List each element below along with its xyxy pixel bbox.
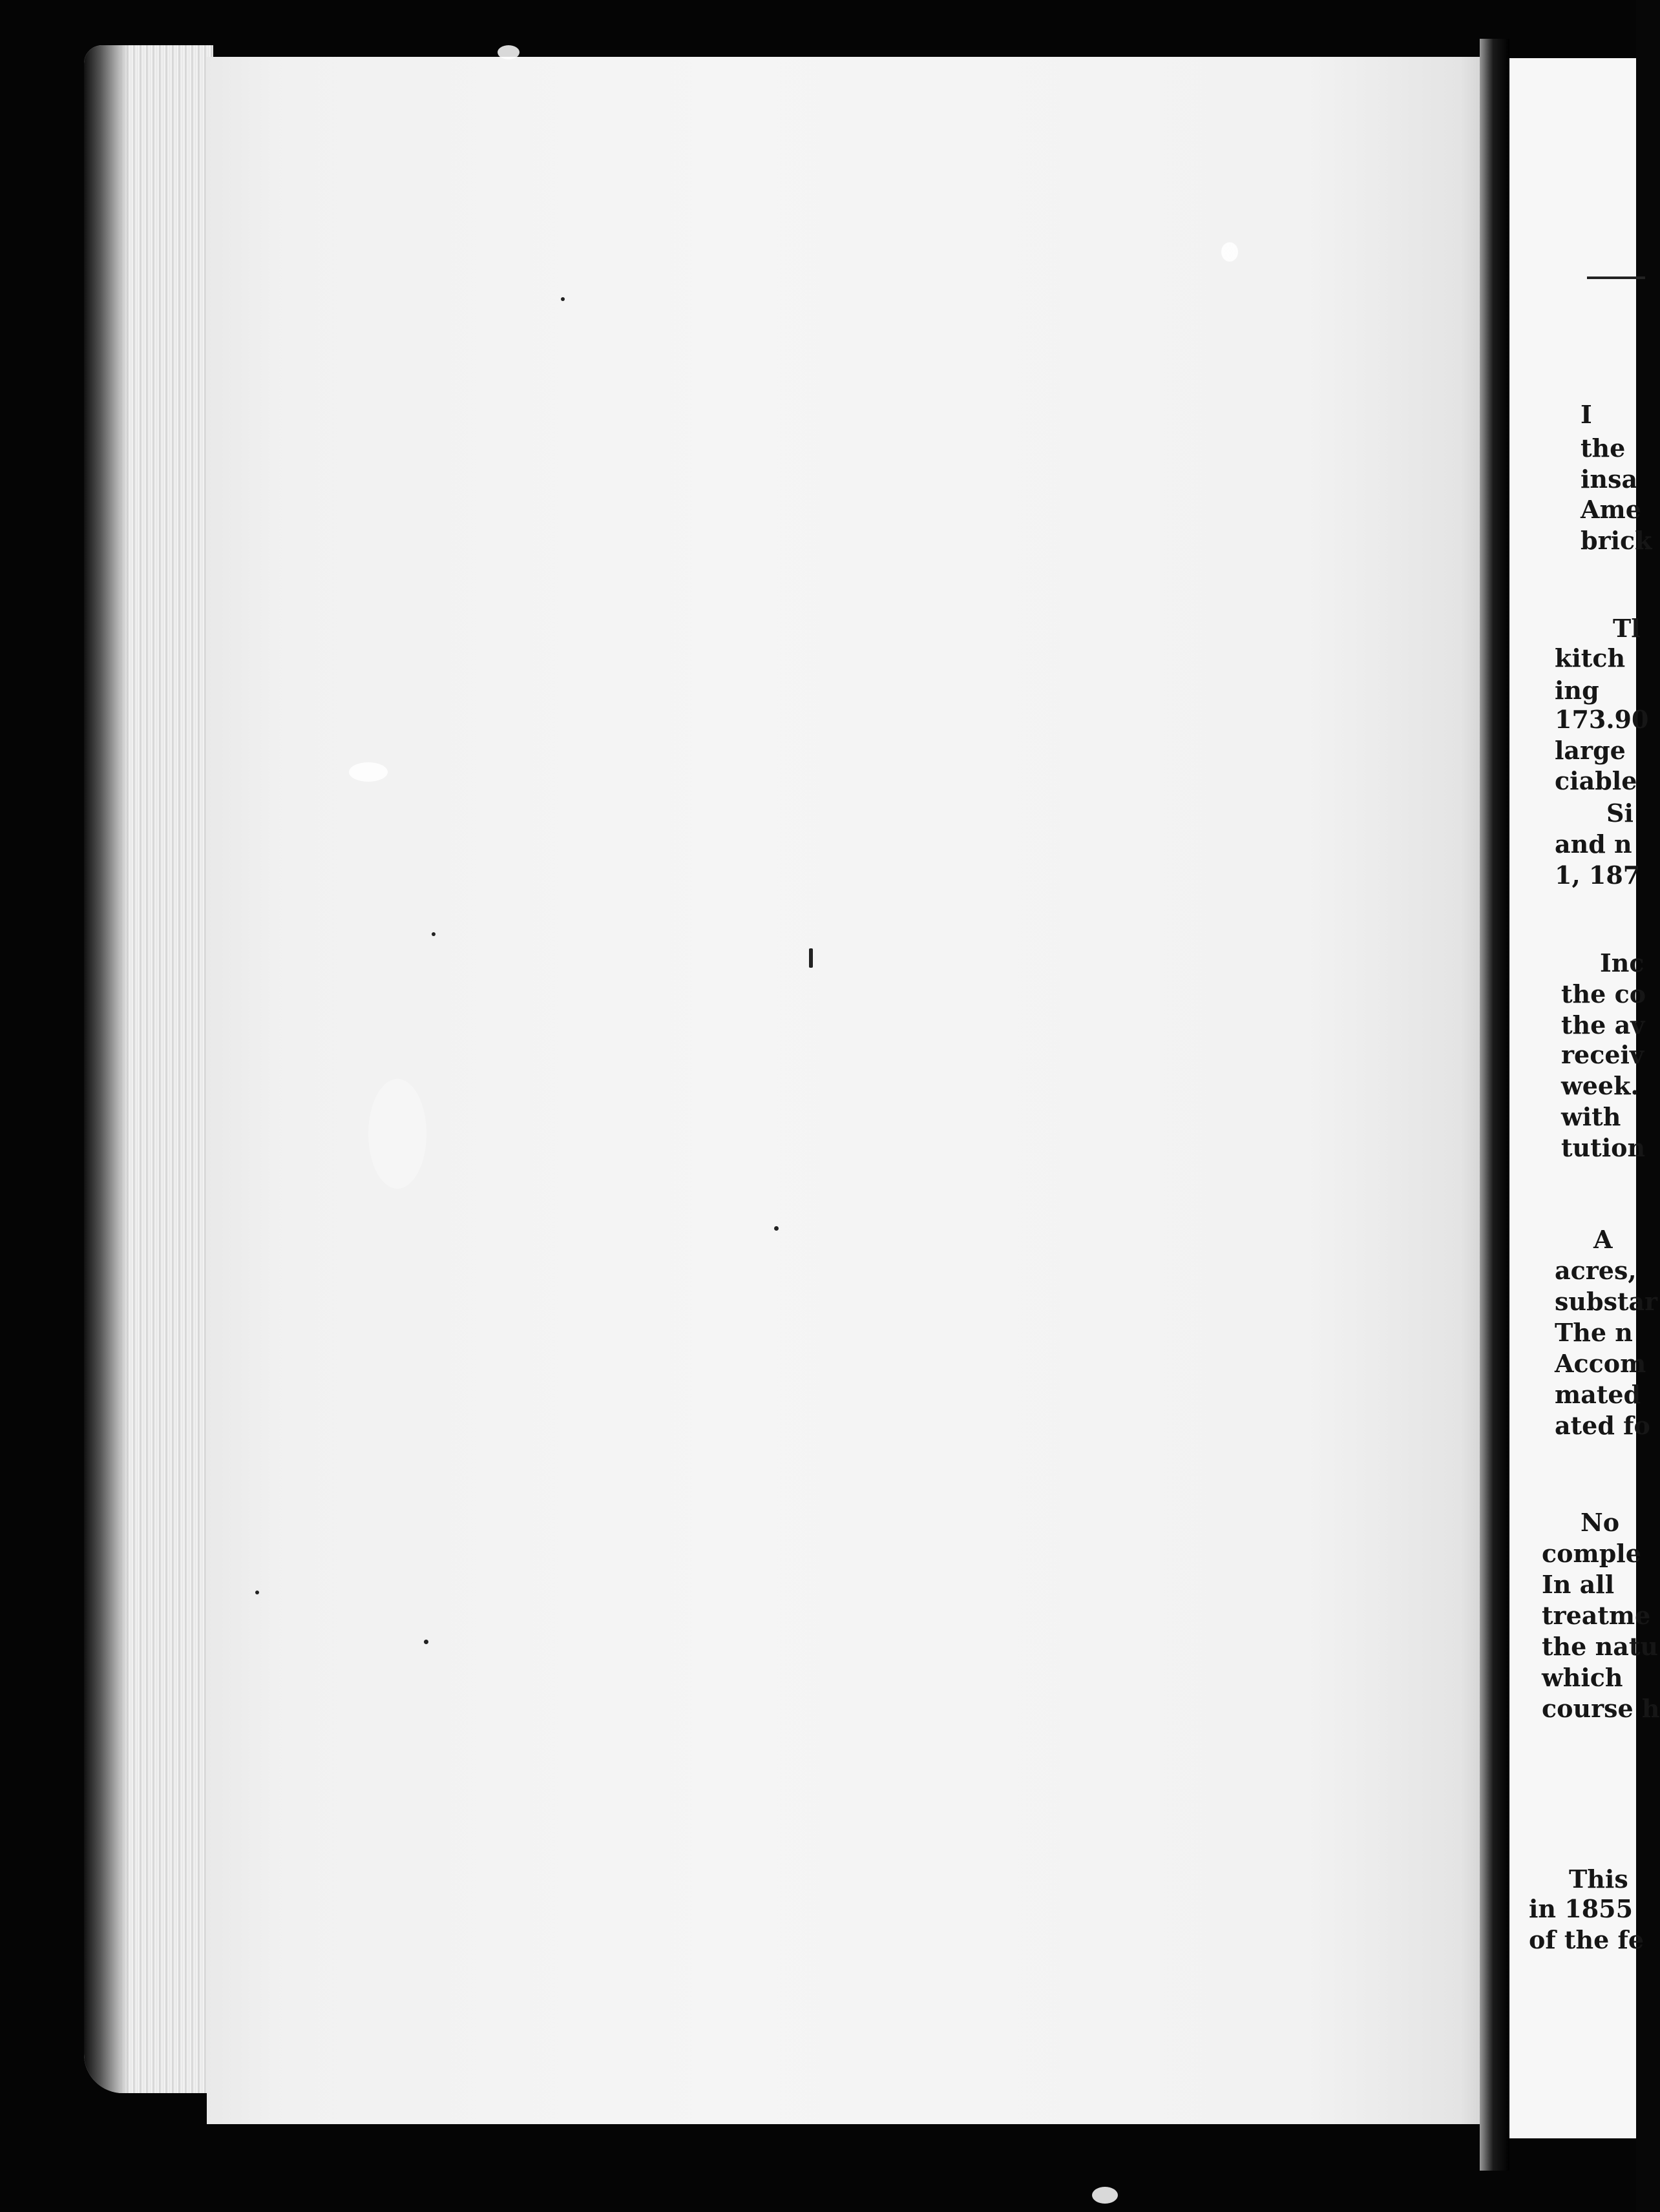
text-line: receiv xyxy=(1561,1040,1644,1069)
scan-mark xyxy=(809,948,813,968)
text-line: I xyxy=(1581,400,1592,429)
text-line: ciable xyxy=(1555,766,1637,795)
text-line: acres, xyxy=(1555,1256,1637,1285)
scan-speck xyxy=(1221,242,1238,262)
scan-mark xyxy=(432,932,436,936)
scan-mark xyxy=(561,297,565,301)
text-line: comple xyxy=(1542,1539,1641,1568)
text-line: This xyxy=(1569,1864,1628,1894)
text-line: ated fo xyxy=(1555,1411,1650,1440)
text-line: tution xyxy=(1561,1133,1646,1162)
text-line: Inc xyxy=(1600,948,1644,977)
text-line: In all xyxy=(1542,1570,1615,1599)
text-line: the xyxy=(1581,433,1626,463)
text-line: kitch xyxy=(1555,643,1626,673)
text-line: brick xyxy=(1581,526,1652,555)
right-page-text xyxy=(1509,58,1660,2138)
text-line: No xyxy=(1581,1508,1620,1537)
text-line: insa xyxy=(1581,464,1638,494)
text-line: and n xyxy=(1555,830,1632,859)
text-line: the co xyxy=(1561,979,1646,1008)
text-line: The n xyxy=(1555,1318,1633,1347)
text-line: treatme xyxy=(1542,1601,1651,1630)
text-line: Si xyxy=(1606,798,1634,828)
text-line: with xyxy=(1561,1102,1621,1131)
text-line: Tl xyxy=(1613,614,1641,643)
text-line: mated xyxy=(1555,1380,1641,1409)
text-line: week. xyxy=(1561,1071,1639,1100)
scan-mark xyxy=(424,1640,428,1644)
text-line: large xyxy=(1555,736,1626,765)
scan-speck xyxy=(368,1079,426,1189)
text-line: which xyxy=(1542,1663,1623,1692)
text-line: 173.90 xyxy=(1555,705,1649,734)
text-line: Ame xyxy=(1581,495,1641,524)
text-line: substar xyxy=(1555,1287,1658,1316)
scan-speck xyxy=(498,45,520,59)
text-line: A xyxy=(1593,1225,1613,1254)
page-edges xyxy=(84,45,213,2093)
text-line: ing xyxy=(1555,676,1599,705)
scan-mark xyxy=(774,1226,779,1231)
book-gutter xyxy=(1480,39,1509,2171)
text-line: 1, 187 xyxy=(1555,861,1641,890)
scan-speck xyxy=(349,762,388,782)
scan-mark xyxy=(255,1591,259,1594)
text-line: the natu xyxy=(1542,1632,1659,1661)
text-line: course h xyxy=(1542,1694,1660,1723)
scan-speck xyxy=(1092,2187,1118,2204)
text-line: Accom xyxy=(1555,1349,1646,1378)
right-page xyxy=(1509,58,1660,2138)
text-line: of the fe xyxy=(1529,1925,1644,1954)
text-line: in 1855 xyxy=(1529,1894,1634,1923)
text-line: the av xyxy=(1561,1010,1645,1039)
